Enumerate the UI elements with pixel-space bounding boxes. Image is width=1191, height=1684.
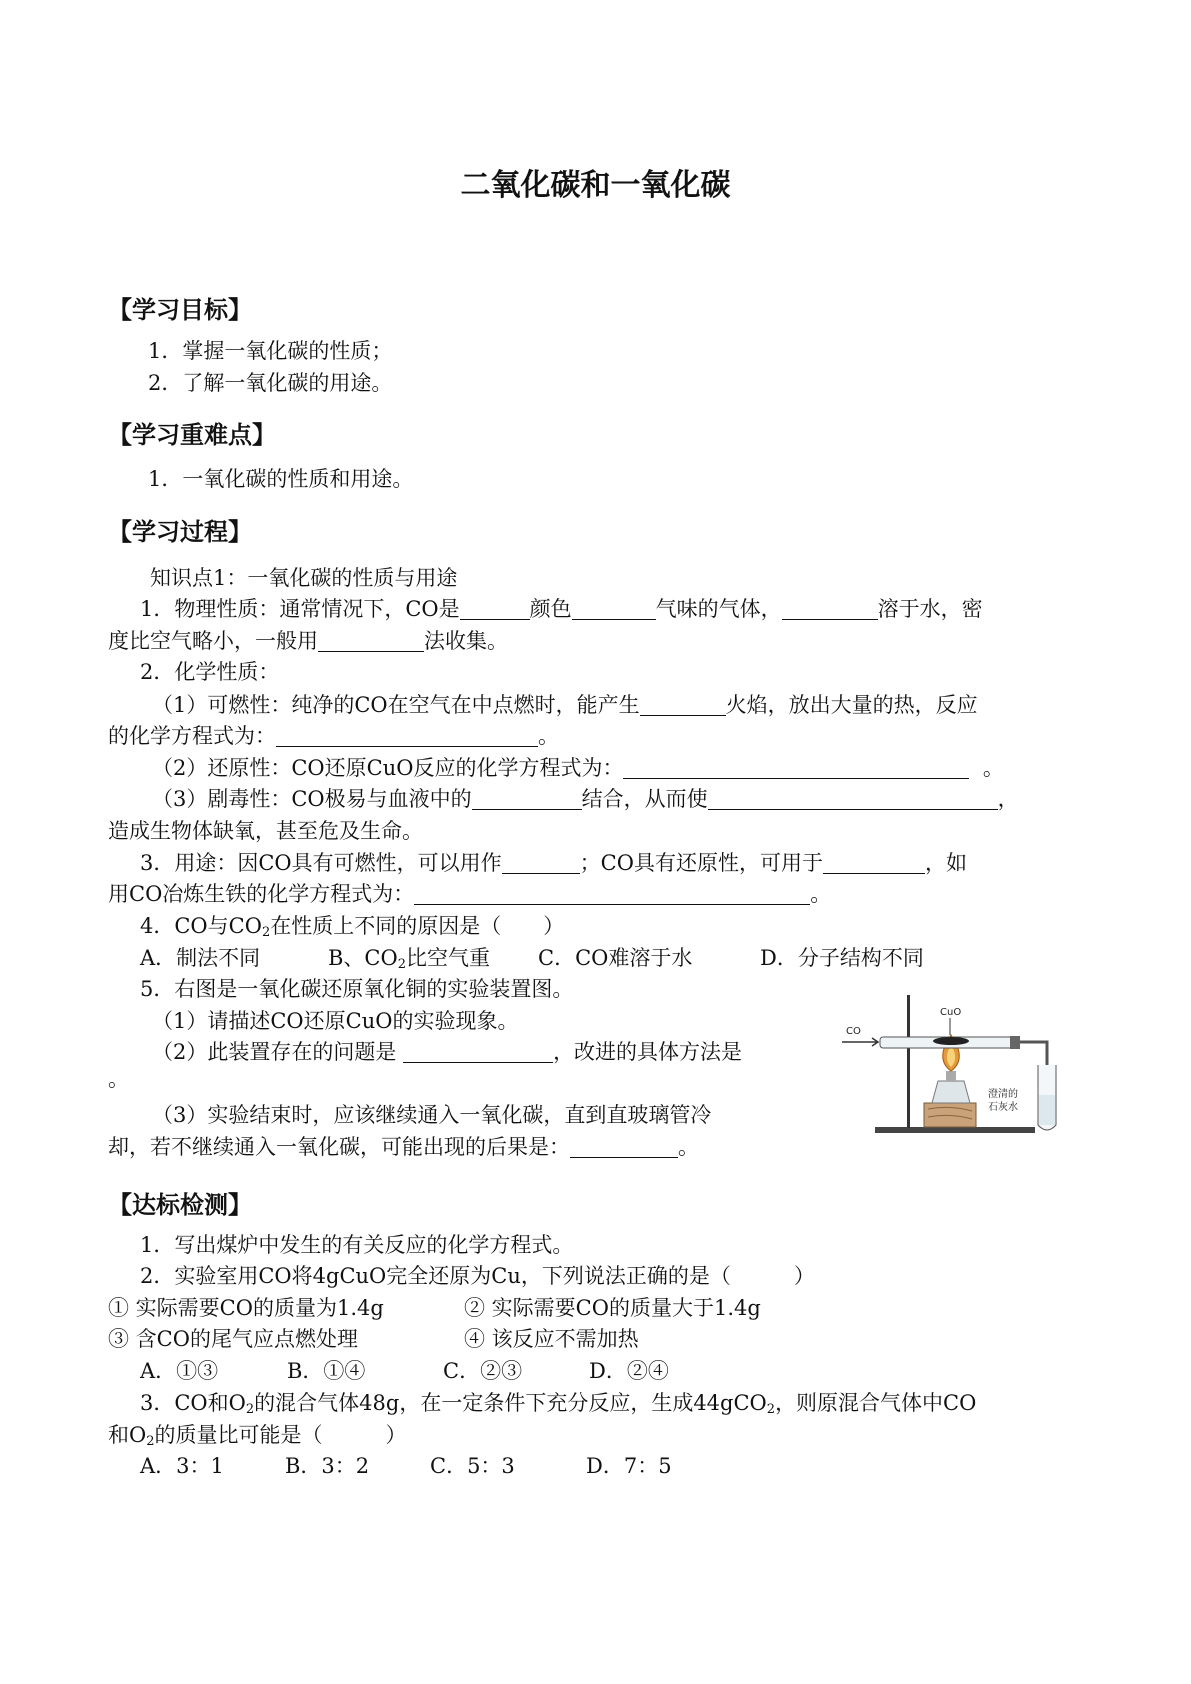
q3-text-e: 。 — [810, 882, 832, 906]
test-q2-statement-1: ① 实际需要CO的质量为1.4g — [108, 1296, 384, 1320]
test-q3-options — [140, 1451, 672, 1481]
blank-consequence[interactable] — [570, 1135, 678, 1158]
label-limewater-1: 澄清的 — [988, 1089, 1018, 1100]
test-q3-a3: ，则原混合气体中CO — [775, 1391, 977, 1415]
q1-text-a: 1．物理性质：通常情况下，CO是 — [140, 597, 460, 621]
test-q2-statement-2: ② 实际需要CO的质量大于1.4g — [464, 1296, 761, 1320]
q4-option-b-b: 比空气重 — [406, 946, 490, 970]
test-q2-statements-1 — [108, 1293, 761, 1323]
q1-text-d: 溶于水，密 — [877, 597, 983, 621]
q4-option-b-sub: 2 — [397, 957, 406, 972]
limewater — [1039, 1095, 1055, 1125]
q3-text-c: ，如 — [924, 851, 967, 875]
test-q3-b1: 和O — [108, 1423, 147, 1447]
test-q2-option-b[interactable]: B．①④ — [287, 1359, 366, 1383]
co-reduction-apparatus-figure — [840, 985, 1065, 1145]
test-q2-option-c[interactable]: C．②③ — [443, 1359, 523, 1383]
test-q3-option-a[interactable]: A．3：1 — [140, 1454, 224, 1478]
q2-p1-text-b: 火焰，放出大量的热，反应 — [725, 693, 978, 717]
q1-text-e: 度比空气略小，一般用 — [108, 629, 318, 653]
test-q3-option-c[interactable]: C．5：3 — [430, 1454, 515, 1478]
page-title: 二氧化碳和一氧化碳 — [460, 168, 731, 203]
blank-flame-color[interactable] — [640, 693, 726, 716]
section-heading-key-points: 【学习重难点】 — [108, 421, 276, 449]
section-heading-test: 【达标检测】 — [108, 1191, 252, 1219]
q2-p1-text-d: 。 — [538, 724, 559, 748]
test-q3-a1-sub: 2 — [245, 1402, 255, 1417]
q3-line-1 — [140, 848, 967, 878]
q3-line-2 — [108, 879, 831, 909]
q2-p1-line-1 — [152, 690, 978, 720]
q4-option-b-a: B、CO — [328, 946, 398, 970]
q5-p3-text-c: 。 — [678, 1135, 699, 1159]
q2-p2-text-b: 。 — [982, 756, 1004, 780]
test-q3-b1-sub: 2 — [146, 1434, 155, 1449]
test-q3-option-b[interactable]: B．3：2 — [285, 1454, 370, 1478]
test-q3-a2-sub: 2 — [766, 1402, 776, 1417]
label-limewater-2: 石灰水 — [988, 1102, 1018, 1113]
goal-item-2: 2．了解一氧化碳的用途。 — [148, 371, 393, 395]
q4-stem-b: 在性质上不同的原因是（ ） — [270, 914, 565, 938]
q5-p2-end: 。 — [108, 1067, 129, 1091]
q4-option-d[interactable]: D．分子结构不同 — [760, 946, 924, 970]
q2-p3-text-a: （3）剧毒性：CO极易与血液中的 — [152, 787, 472, 811]
q3-text-a: 3．用途：因CO具有可燃性，可以用作 — [140, 851, 502, 875]
q2-p3-line-1 — [152, 784, 1019, 814]
q1-line-1 — [140, 594, 983, 624]
test-q2-option-a[interactable]: A．①③ — [140, 1359, 219, 1383]
test-q3-a2: 的混合气体48g，在一定条件下充分反应，生成44gCO — [254, 1391, 767, 1415]
blank-collection-method[interactable] — [318, 629, 424, 652]
stand-base — [875, 1127, 1035, 1133]
stand-rod — [907, 995, 910, 1128]
q4-option-c[interactable]: C．CO难溶于水 — [538, 946, 693, 970]
q1-text-f: 法收集。 — [424, 629, 508, 653]
q5-p3-line-2 — [108, 1132, 699, 1162]
q4-option-a[interactable]: A．制法不同 — [140, 946, 261, 970]
stopper — [1010, 1036, 1020, 1049]
test-q1: 1．写出煤炉中发生的有关反应的化学方程式。 — [140, 1233, 574, 1257]
q2-p3-text-c: ， — [997, 787, 1019, 811]
q5-p2-text-b: ，改进的具体方法是 — [553, 1040, 743, 1064]
test-q3-a1: 3．CO和O — [140, 1391, 246, 1415]
goal-item-1: 1．掌握一氧化碳的性质； — [148, 339, 393, 363]
q2-p1-text-a: （1）可燃性：纯净的CO在空气在中点燃时，能产生 — [152, 693, 640, 717]
q1-text-b: 颜色 — [529, 597, 572, 621]
blank-toxic-effect[interactable] — [708, 787, 998, 810]
q2-p2-text-a: （2）还原性：CO还原CuO反应的化学方程式为： — [152, 756, 624, 780]
label-cuo: CuO — [940, 1007, 962, 1018]
test-q3-b2: 的质量比可能是（ ） — [154, 1423, 407, 1447]
test-q2-statements-2 — [108, 1324, 639, 1354]
q3-text-d: 用CO冶炼生铁的化学方程式为： — [108, 882, 415, 906]
q5-p1: （1）请描述CO还原CuO的实验现象。 — [152, 1009, 519, 1033]
q4-stem-sub: 2 — [261, 925, 271, 940]
q1-text-c: 气味的气体， — [655, 597, 782, 621]
lamp-wick-holder — [946, 1071, 956, 1081]
q4-stem-a: 4．CO与CO — [140, 914, 262, 938]
key-point-item-1: 1．一氧化碳的性质和用途。 — [148, 467, 414, 491]
blank-reduction-equation[interactable] — [623, 756, 969, 779]
blank-use-reduction[interactable] — [823, 851, 925, 874]
blank-solubility[interactable] — [782, 597, 878, 620]
q2-p3-line-2: 造成生物体缺氧，甚至危及生命。 — [108, 819, 423, 843]
q2-p3-text-b: 结合，从而使 — [581, 787, 708, 811]
test-q2-options — [140, 1356, 669, 1386]
q2-p1-line-2 — [108, 721, 559, 751]
blank-iron-smelting-equation[interactable] — [414, 882, 810, 905]
section-heading-process: 【学习过程】 — [108, 518, 252, 546]
q5-p3-text-b: 却，若不继续通入一氧化碳，可能出现的后果是： — [108, 1135, 570, 1159]
blank-odor[interactable] — [572, 597, 656, 620]
q5-p2-text-a: （2）此装置存在的问题是 — [152, 1040, 397, 1064]
q2-p1-text-c: 的化学方程式为： — [108, 724, 276, 748]
test-q2-option-d[interactable]: D．②④ — [589, 1359, 669, 1383]
blank-combustion-equation[interactable] — [276, 724, 538, 747]
test-q2-stem: 2．实验室用CO将4gCuO完全还原为Cu，下列说法正确的是（ ） — [140, 1264, 815, 1288]
q2-p2-line — [152, 753, 1004, 783]
topic-line: 知识点1：一氧化碳的性质与用途 — [150, 566, 458, 590]
test-q3-option-d[interactable]: D．7：5 — [586, 1454, 672, 1478]
q5-p3-line-1: （3）实验结束时，应该继续通入一氧化碳，直到直玻璃管冷 — [152, 1103, 712, 1127]
label-co: CO — [846, 1026, 861, 1037]
section-heading-goals: 【学习目标】 — [108, 296, 252, 324]
q1-line-2 — [108, 626, 508, 656]
cuo-powder — [933, 1037, 969, 1045]
alcohol-lamp — [932, 1081, 970, 1103]
blank-color[interactable] — [460, 597, 530, 620]
q5-stem: 5．右图是一氧化碳还原氧化铜的实验装置图。 — [140, 977, 574, 1001]
q3-text-b: ；CO具有还原性，可用于 — [579, 851, 823, 875]
test-q2-statement-3: ③ 含CO的尾气应点燃处理 — [108, 1327, 358, 1351]
q5-p2-line — [152, 1037, 742, 1067]
blank-apparatus-problem[interactable] — [403, 1040, 553, 1063]
q2-head: 2．化学性质： — [140, 660, 280, 684]
test-q2-statement-4: ④ 该反应不需加热 — [464, 1327, 639, 1351]
blank-blood-component[interactable] — [472, 787, 582, 810]
blank-use-fuel[interactable] — [502, 851, 580, 874]
